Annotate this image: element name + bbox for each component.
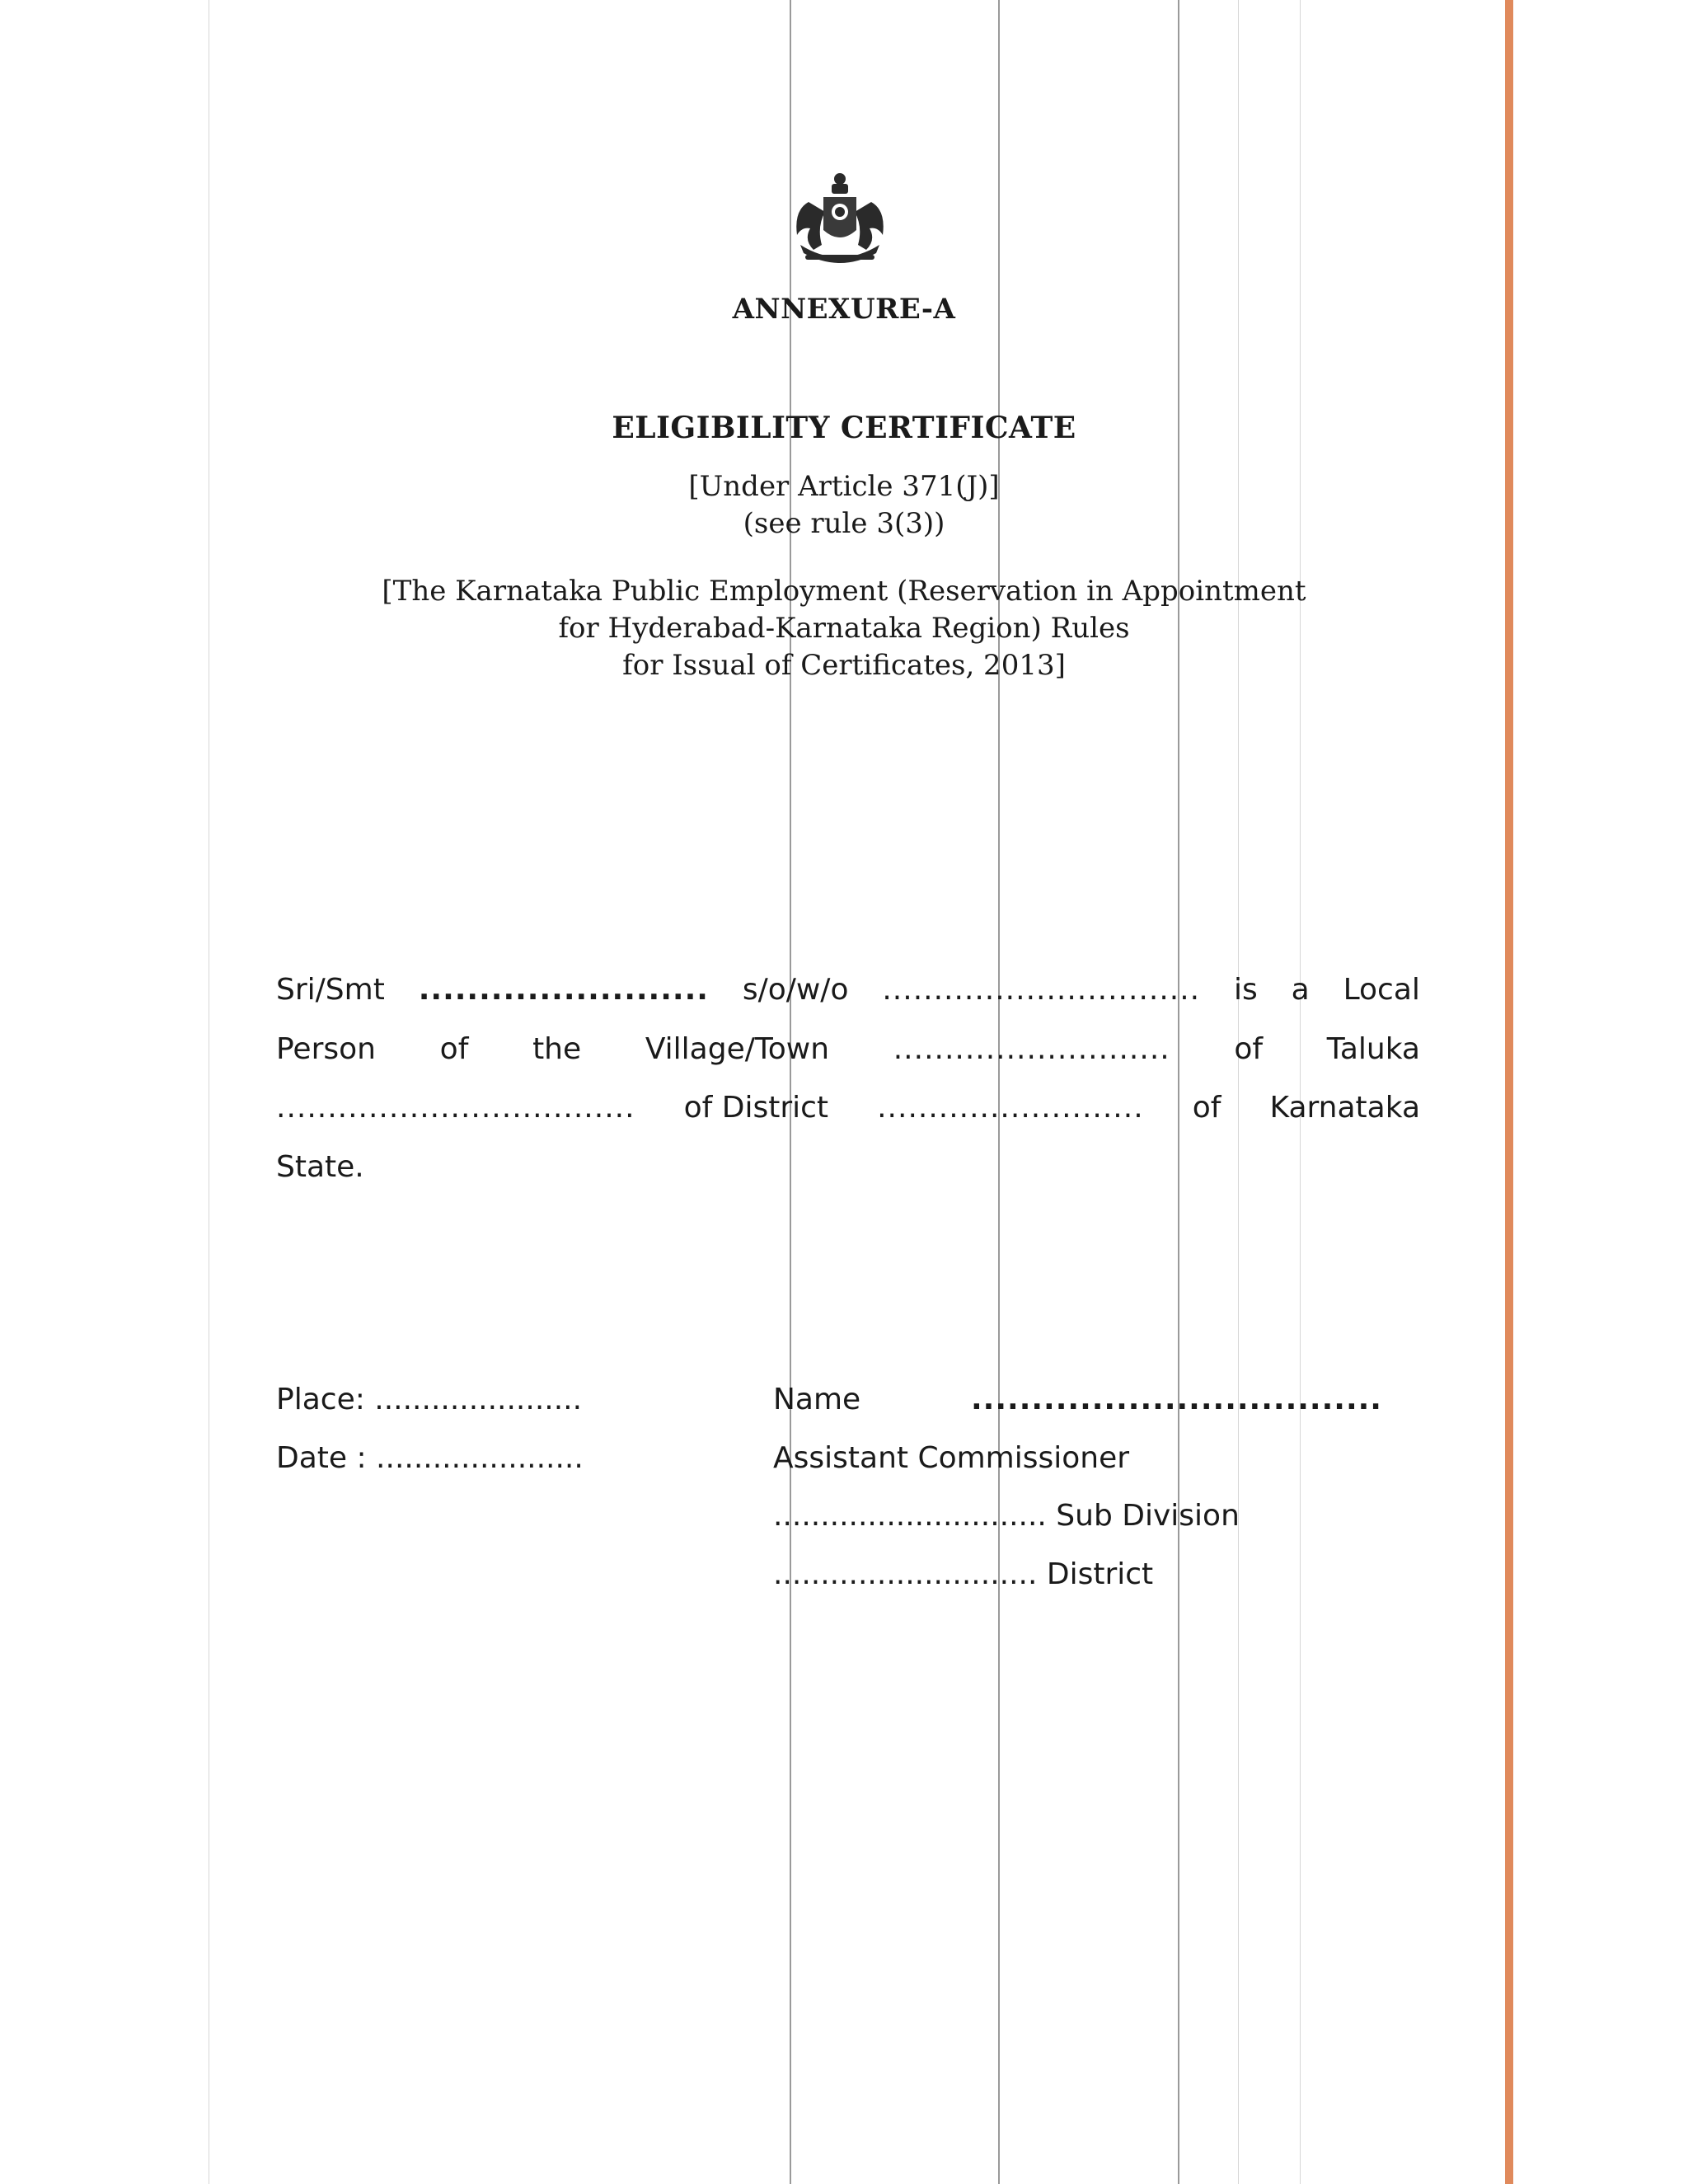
salutation-label: Sri/Smt [276,973,385,1007]
rules-line-1: [The Karnataka Public Employment (Reservation in Appointment [382,575,1306,608]
taluka-blank: ................................... [276,1091,635,1125]
village-blank: ........................... [893,1032,1170,1066]
annexure-heading: ANNEXURE-A [732,293,956,326]
district-blank: .......................... [877,1091,1144,1125]
rule-line: (see rule 3(3)) [743,507,945,540]
state-name: Karnataka [1269,1091,1420,1125]
text-word: of [439,1032,469,1066]
text-word: of [1192,1091,1221,1125]
certificate-title: ELIGIBILITY CERTIFICATE [612,411,1076,445]
article-line: [Under Article 371(J)] [688,470,1000,503]
text-word: Person [276,1032,376,1066]
article-reference [0,468,1688,542]
body-line-3 [276,1091,1420,1125]
district-field: ............................ District [773,1557,1154,1591]
date-field: Date : ...................... [276,1441,584,1475]
text-word: is [1234,973,1258,1007]
body-line-2 [276,1032,1420,1066]
name-blank: ........................ [418,973,709,1007]
page-edge-strip [1505,0,1513,2184]
rules-line-2: for Hyderabad-Karnataka Region) Rules [558,612,1130,645]
karnataka-state-emblem-icon [784,169,896,268]
officer-designation: Assistant Commissioner [773,1441,1130,1475]
rules-line-3: for Issual of Certificates, 2013] [622,649,1066,682]
officer-name-label: Name [773,1383,861,1416]
rules-reference [0,573,1688,684]
text-word: a [1291,973,1310,1007]
sub-division-field: ............................. Sub Division [773,1499,1240,1533]
text-word: Local [1343,973,1420,1007]
relation-label: s/o/w/o [742,973,849,1007]
body-line-1 [276,973,1420,1007]
taluka-label: Taluka [1326,1032,1420,1066]
relation-name-blank: ............................... [882,973,1201,1007]
text-word: the [532,1032,582,1066]
officer-name-blank: .................................. [971,1383,1382,1416]
text-word: of [1234,1032,1264,1066]
place-field: Place: ...................... [276,1383,583,1416]
village-label: Village/Town [645,1032,830,1066]
body-line-4: State. [276,1150,364,1184]
district-label: of District [683,1091,829,1125]
